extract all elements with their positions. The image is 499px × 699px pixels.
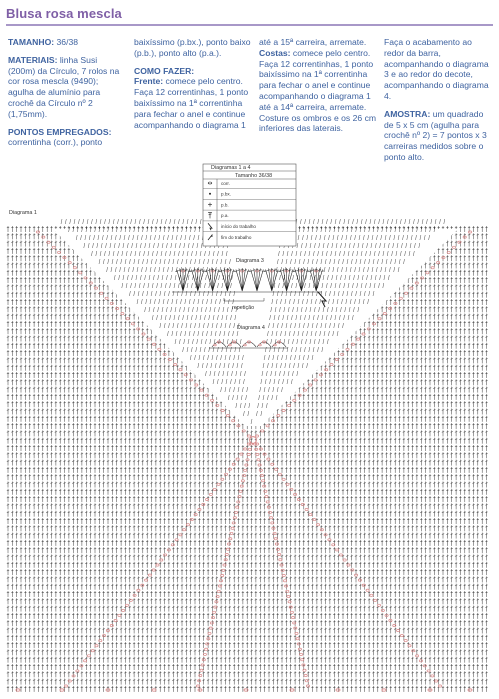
- diagram-1: [7, 219, 488, 692]
- stitches-continued: baixíssimo (p.bx.), ponto baixo (p.b.), ponto alto (p.a.).: [134, 37, 251, 58]
- sample-text: um quadrado de 5 x 5 cm (agulha para crochê nº 2) = 7 pontos x 3 carreiras medidos sobre o ponto alto.: [384, 108, 487, 162]
- front-continued: até a 15ª carreira, arremate.: [259, 37, 367, 47]
- stitches-label: PONTOS EMPREGADOS:: [8, 126, 112, 137]
- materials-text: linha Susi (200m) da Círculo, 7 rolos na cor rosa mescla (9490); agulha de alumínio para crochê da Círculo nº 2 (1,75mm).: [8, 54, 120, 119]
- repeat-label: repetição: [232, 305, 255, 311]
- diagram-1-label: Diagrama 1: [9, 210, 37, 216]
- back-label: Costas:: [259, 47, 291, 58]
- diagonal-marker-lower-inner-right: [253, 443, 309, 687]
- how-to-label: COMO FAZER:: [134, 65, 195, 76]
- legend-size: Tamanho 36/38: [235, 173, 273, 179]
- bottom-edge-markers: [16, 689, 472, 691]
- diagram-3-label: Diagrama 3: [236, 258, 264, 264]
- legend-item-label: corr.: [221, 180, 230, 186]
- materials-label: MATERIAIS:: [8, 54, 58, 65]
- slip-stitch-icon: [209, 193, 211, 195]
- legend-item-label: fim do trabalho: [221, 234, 252, 240]
- legend-item-label: p.bx.: [221, 191, 231, 197]
- size-label: TAMANHO:: [8, 37, 55, 47]
- stitches-text: correntinha (corr.), ponto: [8, 137, 103, 148]
- front-text: comece pelo centro. Faça 12 correntinhas, 1 ponto baixíssimo na 1ª correntinha para fechar o anel e continue acompanhando o diagrama 1: [134, 76, 249, 130]
- legend-box: [203, 164, 296, 246]
- back-text: comece pelo centro. Faça 12 correntinhas, 1 ponto baixíssimo na 1ª correntinha para fechar o anel e continue acompanhando o diagrama 1 até a 14ª carreira, arremate. Costure os ombros e os 26 cm inferiores das laterais.: [259, 47, 377, 134]
- legend-title: Diagramas 1 a 4: [211, 165, 251, 171]
- centre-ring: [250, 437, 257, 444]
- page-title: Blusa rosa mescla: [6, 6, 122, 21]
- legend-item-label: p.b.: [221, 202, 229, 208]
- finish-text: Faça o acabamento ao redor da barra, acompanhando o diagrama 3 e ao redor do decote, acompanhando o diagrama 4.: [384, 37, 489, 101]
- front-label: Frente:: [134, 76, 164, 87]
- legend-item-label: início do trabalho: [221, 224, 256, 229]
- diagram-4-label: Diagrama 4: [237, 325, 265, 331]
- sample-label: AMOSTRA:: [384, 108, 431, 119]
- legend-item-label: p.a.: [221, 213, 229, 219]
- size-value: 36/38: [54, 37, 79, 47]
